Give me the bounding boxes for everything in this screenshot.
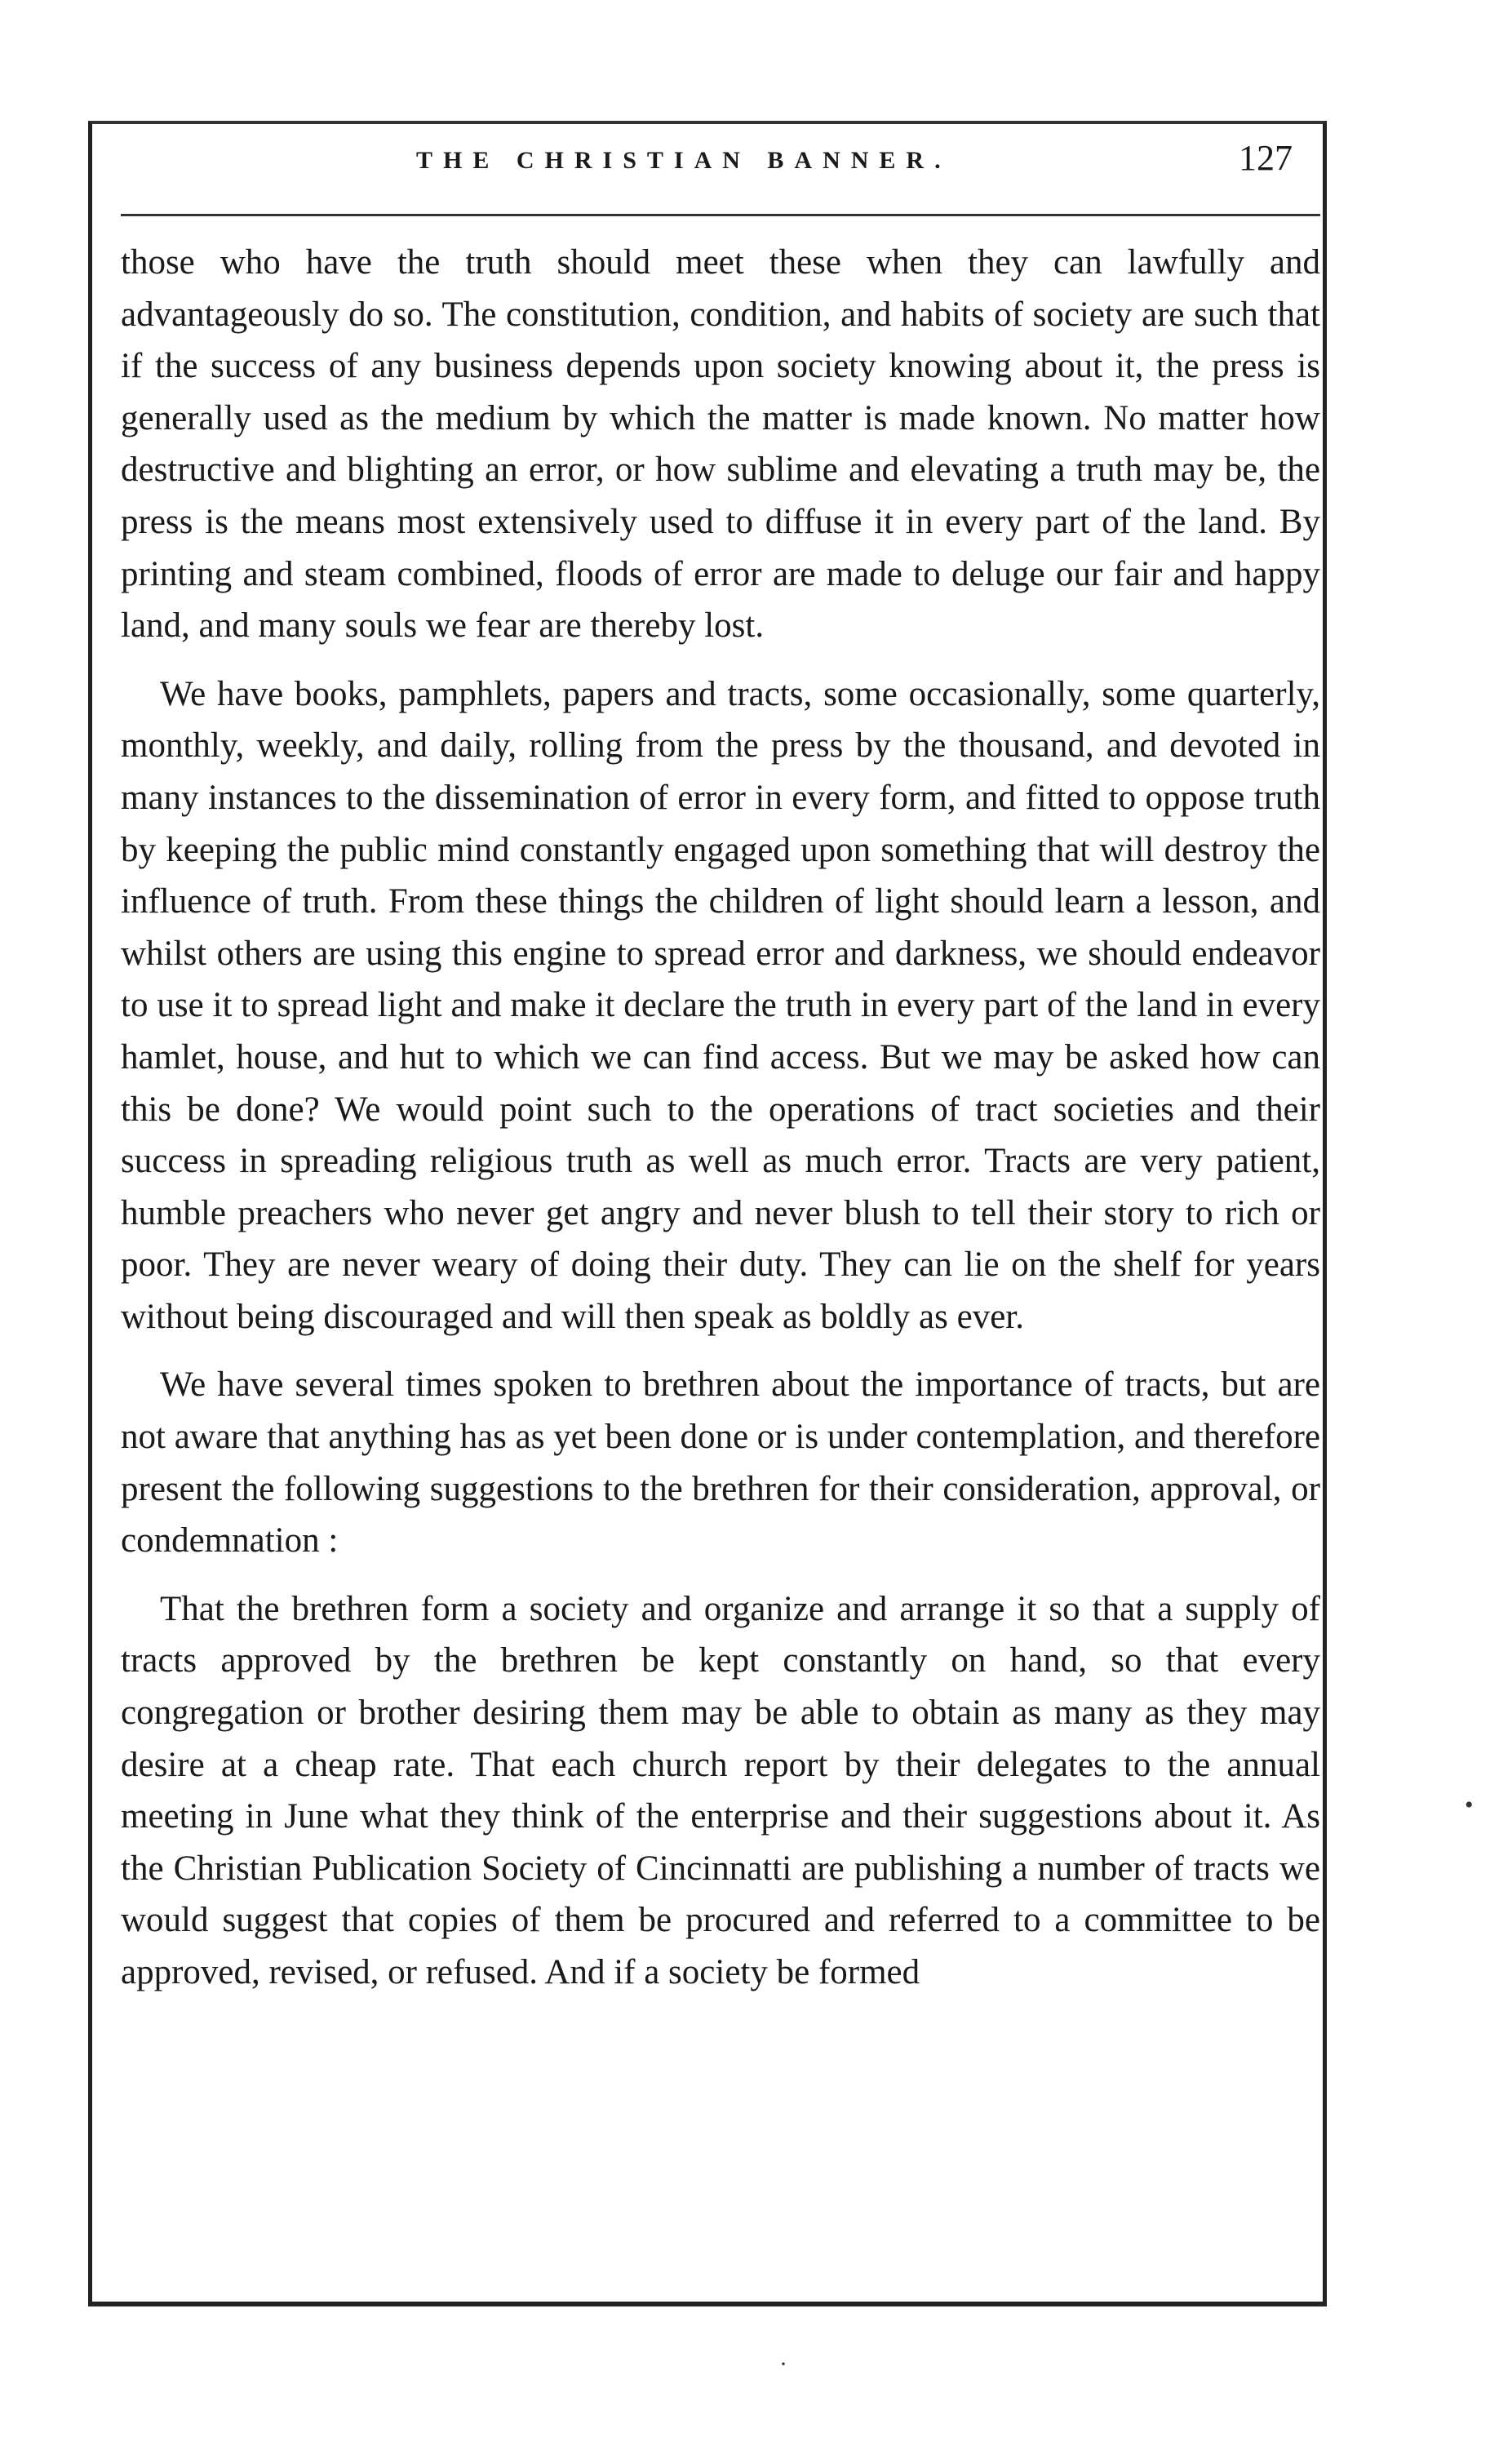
article-body xyxy=(121,237,1320,2015)
margin-dot-mark: • xyxy=(1465,1791,1474,1818)
running-title: THE CHRISTIAN BANNER. xyxy=(416,147,951,174)
page-header xyxy=(122,137,1322,202)
bottom-dot-mark: · xyxy=(779,2351,787,2377)
paragraph-tracts-press: We have books, pamphlets, papers and tracts, some occasionally, some quarterly, monthly, weekly, and daily, rolling from the press by the thousand, and devoted in many instances to the dissemination of error in every form, and fitted to oppose truth by keeping the public mind constantly engaged upon something that will destroy the influence of truth. From these things the children of light should learn a lesson, and whilst others are using this engine to spread error and darkness, we should endeavor to use it to spread light and make it declare the truth in every part of the land in every hamlet, house, and hut to which we can find access. But we may be asked how can this be done? We would point such to the operations of tract societies and their success in spreading religious truth as well as much error. Tracts are very patient, humble preachers who never get angry and never blush to tell their story to rich or poor. They are never weary of doing their duty. They can lie on the shelf for years without being discouraged and will then speak as boldly as ever. xyxy=(121,674,1320,1336)
paragraph-suggestions-intro: We have several times spoken to brethren about the importance of tracts, but are not aware that anything has as yet been done or is under contemplation, and therefore present the following suggestions to the brethren for their consideration, approval, or condemnation : xyxy=(121,1365,1320,1561)
page-number: 127 xyxy=(1239,138,1293,178)
paragraph-society-proposal: That the brethren form a society and organize and arrange it so that a supply of tracts approved by the brethren be kept constantly on hand, so that every congregation or brother desiring them may be able to obtain as many as they may desire at a cheap rate. That each church report by their delegates to the annual meeting in June what they think of the enterprise and their suggestions about it. As the Christian Publication Society of Cincinnatti are publishing a number of tracts we would suggest that copies of them be procured and referred to a committee to be approved, revised, or refused. And if a society be formed xyxy=(121,1589,1320,1991)
paragraph-continuation: those who have the truth should meet these when they can lawfully and advantageously do so. The constitution, condition, and habits of society are such that if the success of any business depends upon society knowing about it, the press is generally used as the medium by which the matter is made known. No matter how destructive and blighting an error, or how sublime and elevating a truth may be, the press is the means most extensively used to diffuse it in every part of the land. By printing and steam combined, floods of error are made to deluge our fair and happy land, and many souls we fear are thereby lost. xyxy=(121,243,1320,646)
header-rule xyxy=(121,214,1320,216)
